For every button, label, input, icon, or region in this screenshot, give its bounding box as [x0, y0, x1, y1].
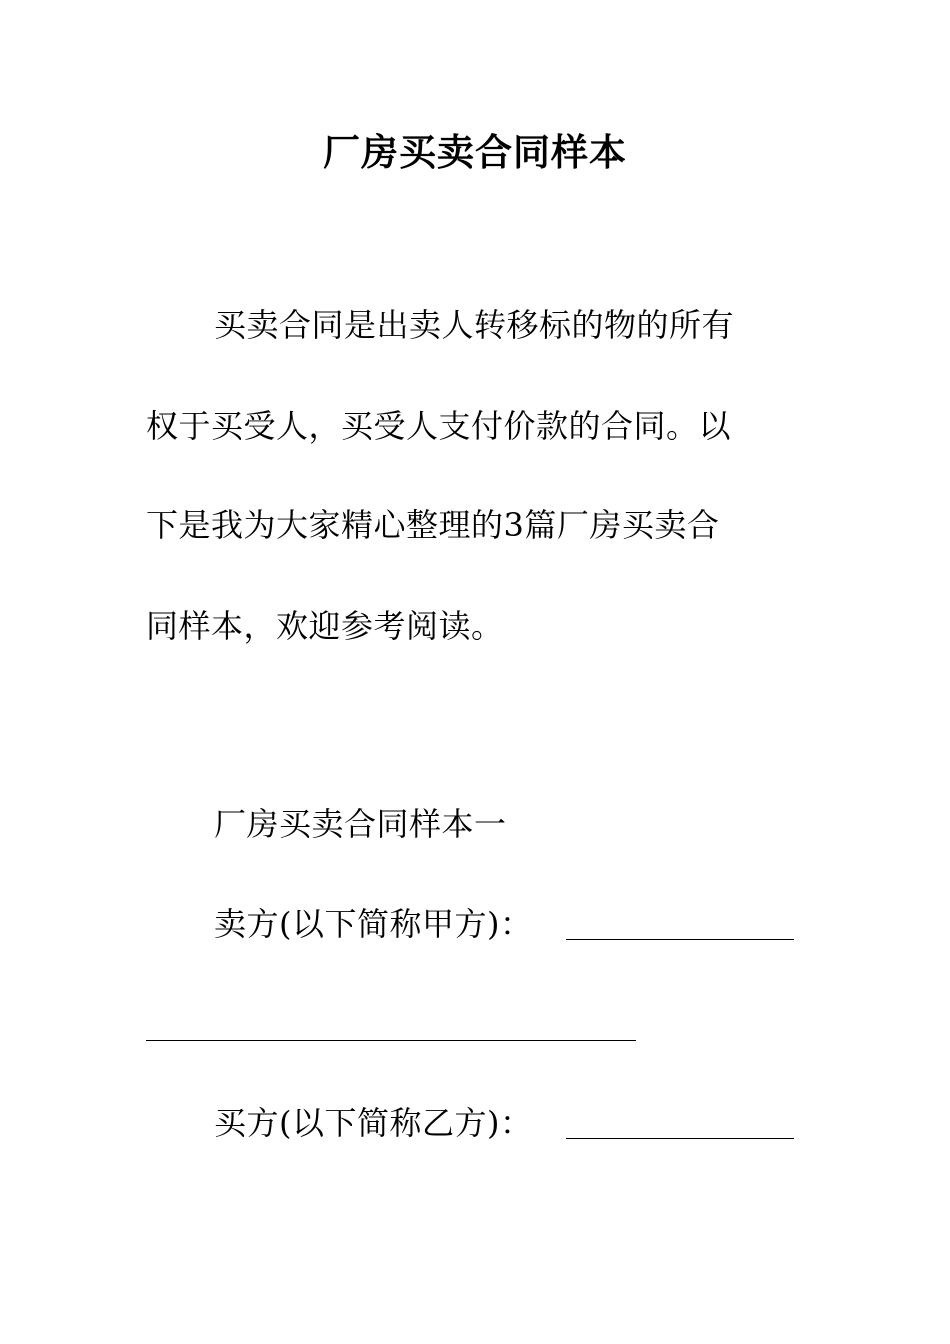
section-heading: 厂房买卖合同样本一 — [214, 805, 507, 843]
intro-line-3: 下是我为大家精心整理的3篇厂房买卖合 — [146, 506, 720, 544]
intro-line-2: 权于买受人，买受人支付价款的合同。以 — [146, 407, 732, 445]
seller-name-blank-continuation[interactable] — [146, 1040, 636, 1041]
document-title: 厂房买卖合同样本 — [323, 130, 627, 174]
intro-line-4: 同样本，欢迎参考阅读。 — [146, 607, 504, 645]
seller-name-blank[interactable] — [566, 938, 794, 940]
intro-line-1: 买卖合同是出卖人转移标的物的所有 — [214, 306, 735, 344]
buyer-field-row — [214, 1101, 532, 1145]
buyer-name-blank[interactable] — [566, 1137, 794, 1139]
seller-label: 卖方(以下简称甲方)： — [214, 905, 533, 943]
buyer-label: 买方(以下简称乙方)： — [214, 1104, 533, 1142]
seller-field-row — [214, 902, 532, 946]
